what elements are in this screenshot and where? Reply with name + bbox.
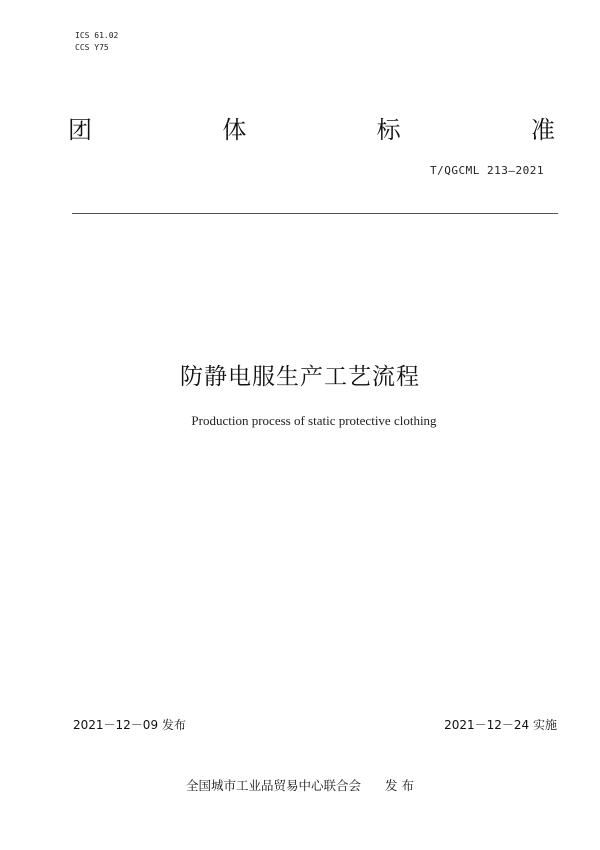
header-divider xyxy=(72,213,558,214)
classification-codes xyxy=(75,30,118,54)
publisher-line xyxy=(0,776,600,794)
publish-label: 发 布 xyxy=(385,778,414,793)
ccs-code: CCS Y75 xyxy=(75,43,109,52)
document-title-chinese: 防静电服生产工艺流程 xyxy=(180,364,420,390)
standard-number: T/QGCML 213—2021 xyxy=(430,164,544,177)
implementation-date: 2021－12－24 实施 xyxy=(444,718,557,732)
standard-type-char: 准 xyxy=(530,116,555,144)
standard-type-char: 体 xyxy=(222,116,247,144)
document-title-english: Production process of static protective clothing xyxy=(191,413,437,428)
standard-type-char: 团 xyxy=(68,116,92,144)
standard-type-char: 标 xyxy=(376,116,401,144)
ics-code: ICS 61.02 xyxy=(75,31,119,40)
standard-type-heading xyxy=(68,115,555,145)
issue-date: 2021－12－09 发布 xyxy=(73,718,186,732)
publisher-name: 全国城市工业品贸易中心联合会 xyxy=(186,778,362,793)
